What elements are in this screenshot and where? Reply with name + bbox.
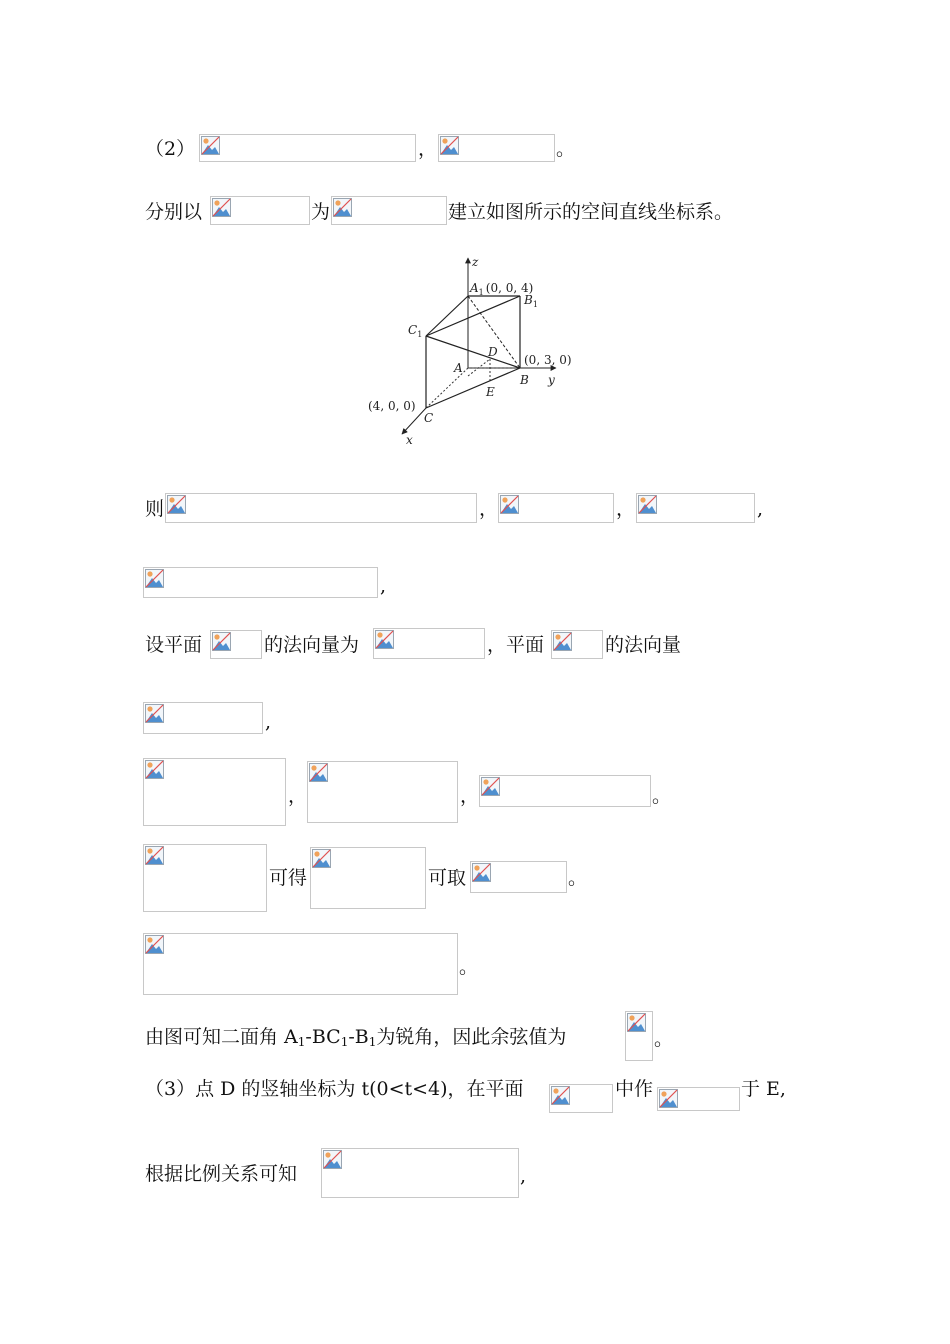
text-segment: 于 E, (741, 1078, 786, 1100)
broken-image-icon (145, 569, 164, 588)
formula-image (470, 861, 567, 893)
label-D: D (488, 345, 498, 359)
broken-image-icon (440, 136, 459, 155)
comma: , (380, 575, 387, 597)
formula-image (636, 493, 755, 523)
formula-image (438, 134, 555, 162)
label-B: B (520, 373, 529, 387)
period: 。 (568, 867, 588, 889)
period: 。 (556, 138, 576, 160)
formula-image (143, 844, 267, 912)
formula-image (551, 630, 603, 659)
broken-image-icon (323, 1150, 342, 1169)
formula-image (657, 1087, 740, 1111)
comma: , (520, 1165, 527, 1187)
label-z: z (472, 255, 479, 269)
broken-image-icon (472, 863, 491, 882)
comma: ， (288, 785, 308, 807)
broken-image-icon (145, 760, 164, 779)
text-segment: 建立如图所示的空间直线坐标系。 (448, 201, 734, 223)
broken-image-icon (145, 935, 164, 954)
text-segment: 为 (311, 201, 331, 223)
formula-image (373, 628, 485, 659)
comma: , (757, 498, 764, 520)
comma: , (265, 711, 272, 733)
broken-image-icon (500, 495, 519, 514)
edge-C1B (426, 336, 520, 368)
broken-image-icon (481, 777, 500, 796)
comma: ， (479, 498, 499, 520)
formula-image (143, 567, 378, 598)
text-segment: 则 (145, 498, 165, 520)
part-2-label: （2） (145, 138, 196, 160)
formula-image (625, 1011, 653, 1061)
broken-image-icon (659, 1089, 678, 1108)
comma: ， (616, 498, 636, 520)
formula-image (199, 134, 416, 162)
text-segment: 可取 (428, 867, 467, 889)
broken-image-icon (333, 198, 352, 217)
text-segment: 设平面 (145, 634, 203, 656)
formula-image (498, 493, 614, 523)
comma: ， (418, 138, 438, 160)
formula-image (143, 933, 458, 995)
formula-image (143, 702, 263, 734)
edge-A1C1 (426, 296, 468, 336)
formula-image (549, 1084, 613, 1113)
coordinate-figure (360, 250, 600, 450)
broken-image-icon (309, 763, 328, 782)
broken-image-icon (312, 849, 331, 868)
broken-image-icon (627, 1013, 646, 1032)
formula-image (210, 630, 262, 659)
broken-image-icon (638, 495, 657, 514)
label-C1: $C_1$ (408, 323, 423, 339)
text-segment: （3）点 D 的竖轴坐标为 t(0<t<4)，在平面 (145, 1078, 524, 1100)
text-segment: ，平面 (487, 634, 545, 656)
label-C: C (424, 411, 434, 425)
label-C-coord: (4, 0, 0) (368, 399, 416, 413)
edge-C1B1 (426, 296, 520, 336)
text-segment: 由图可知二面角 $A_1-BC_1-B_1$为锐角，因此余弦值为 (145, 1026, 567, 1049)
broken-image-icon (201, 136, 220, 155)
period: 。 (459, 956, 479, 978)
formula-image (210, 196, 310, 225)
broken-image-icon (551, 1086, 570, 1105)
formula-image (479, 775, 651, 807)
formula-image (165, 493, 477, 523)
label-B1: $B_1$ (524, 293, 538, 309)
edge-CB (426, 368, 520, 408)
comma: ， (460, 785, 480, 807)
label-A1: $A_1$ (0, 0, 4) (470, 281, 534, 297)
broken-image-icon (145, 704, 164, 723)
formula-image (331, 196, 447, 225)
label-A: A (454, 361, 463, 375)
text-segment: 的法向量 (605, 634, 682, 656)
period: 。 (652, 785, 672, 807)
broken-image-icon (212, 198, 231, 217)
text-segment: 分别以 (145, 201, 203, 223)
broken-image-icon (375, 630, 394, 649)
label-B-coord: (0, 3, 0) (524, 353, 572, 367)
formula-image (310, 847, 426, 909)
broken-image-icon (212, 632, 231, 651)
broken-image-icon (145, 846, 164, 865)
broken-image-icon (553, 632, 572, 651)
formula-image (321, 1148, 519, 1198)
period: 。 (654, 1028, 674, 1050)
text-segment: 根据比例关系可知 (145, 1163, 298, 1185)
formula-image (307, 761, 458, 823)
text-segment: 中作 (615, 1078, 654, 1100)
label-E: E (486, 385, 495, 399)
formula-image (143, 758, 286, 826)
broken-image-icon (167, 495, 186, 514)
label-y: y (548, 373, 555, 387)
text-segment: 可得 (269, 867, 308, 889)
label-x: x (406, 433, 413, 447)
text-segment: 的法向量为 (264, 634, 360, 656)
